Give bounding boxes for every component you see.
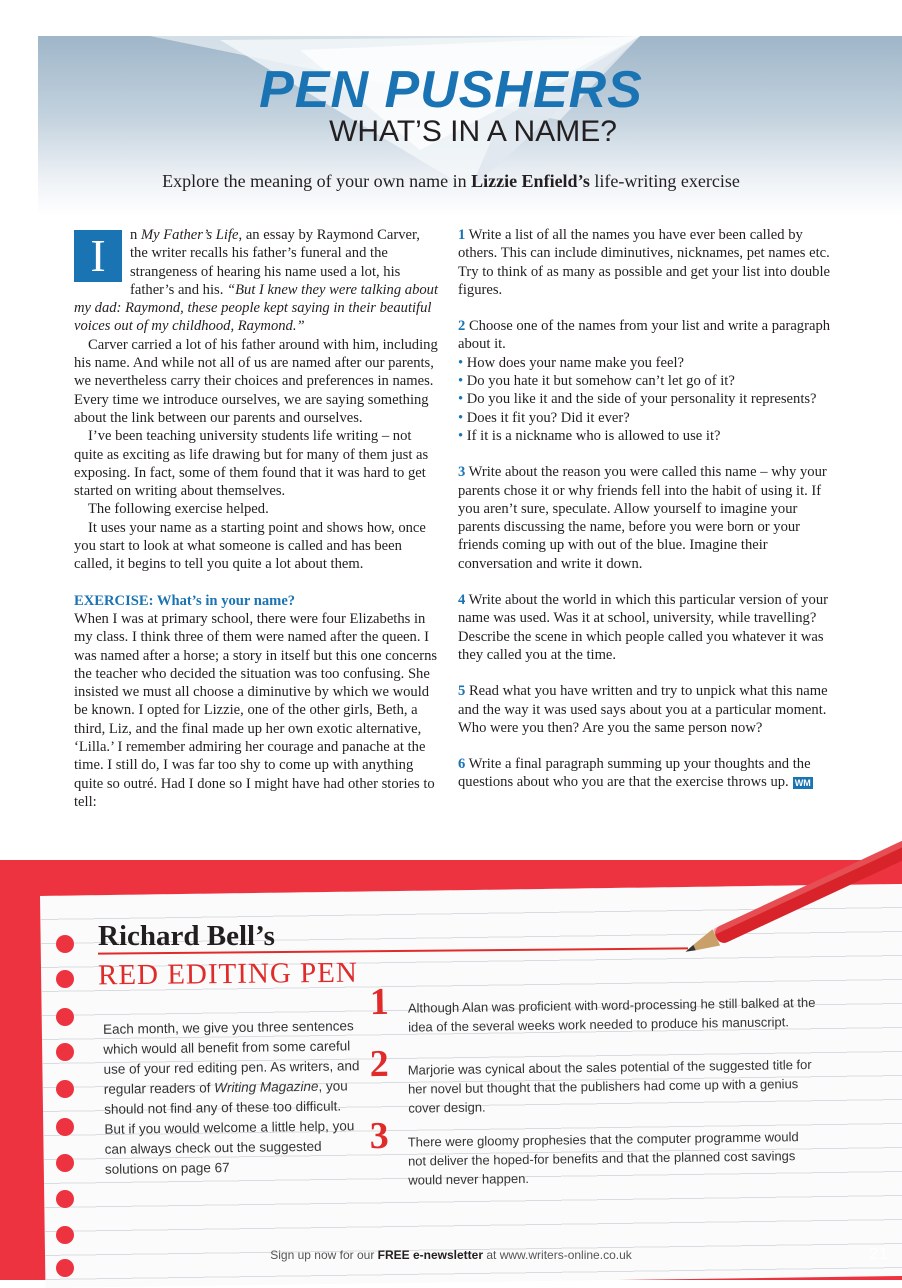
standfirst: Explore the meaning of your own name in Lizzie Enfield’s life-writing exercise bbox=[162, 171, 740, 191]
carver-quote: “But I knew they were talking about my dad: Raymond, these people kept saying in their beautiful voices out of my childhood, Raymond.” bbox=[74, 281, 439, 335]
bullet-item: • Do you like it and the side of your personality it represents? bbox=[458, 391, 817, 408]
article-paragraph: I n My Father’s Life, an essay by Raymond Carver, the writer recalls his father’s funeral and the strangeness of hearing his name used a lot, his father’s and his. “But I knew they were talking about my dad: Raymond, these people kept saying in their beautiful voices out of my childhood, Raymond.” bbox=[74, 227, 439, 335]
bullet-item: • Do you hate it but somehow can’t let go of it? bbox=[458, 373, 735, 390]
sentence-text: Marjorie was cynical about the sales potential of the suggested title for her novel but thought that the publishers had come up with a genius cover design. bbox=[407, 1056, 812, 1116]
bullet-item: • If it is a nickname who is allowed to use it? bbox=[458, 427, 721, 444]
exercise-step-4: 4 Write about the world in which this particular version of your name was used. Was it at school, university, while travelling? Describe the scene in which people called you whatever it was they called you at the time. bbox=[458, 592, 828, 663]
sentence-number: 1 bbox=[369, 980, 390, 1024]
sentence-3 bbox=[369, 1114, 821, 1190]
article-paragraph: It uses your name as a starting point and shows how, once you start to look at what someone is called and has been called, it begins to tell you quite a lot about them. bbox=[74, 519, 426, 573]
article-paragraph: I’ve been teaching university students life writing – not quite as exciting as life drawing but for many of them just as exposing. In fact, some of them found that it was hard to get started on writing about themselves. bbox=[74, 428, 429, 500]
page-title: PEN PUSHERS bbox=[259, 61, 643, 119]
footer-promo: Sign up now for our FREE e-newsletter at www.writers-online.co.uk bbox=[270, 1248, 632, 1262]
sentence-text: Although Alan was proficient with word-processing he still balked at the idea of the several weeks work needed to produce his manuscript. bbox=[407, 994, 816, 1035]
column-title: RED EDITING PEN bbox=[97, 956, 359, 992]
exercise-step-6: 6 Write a final paragraph summing up your thoughts and the questions about who you are that the exercise throws up. WM bbox=[458, 756, 811, 791]
magazine-logo-icon: WM bbox=[794, 778, 811, 789]
sentence-number: 2 bbox=[369, 1042, 389, 1086]
sentence-text: There were gloomy prophesies that the computer programme would not deliver the hoped-for benefits and that the planned cost savings would never happen. bbox=[407, 1129, 799, 1188]
website-link[interactable]: at www.writers-online.co.uk bbox=[483, 1248, 632, 1262]
article-paragraph: The following exercise helped. bbox=[88, 501, 269, 518]
bullet-item: • How does your name make you feel? bbox=[458, 354, 684, 371]
exercise-step-2: 2 Choose one of the names from your list and write a paragraph about it. bbox=[458, 318, 831, 353]
red-pen-intro: Each month, we give you three sentences which would all benefit from some careful use of your red editing pen. As writers, and regular readers of Writing Magazine, you should not find any of these too difficult. But if you would welcome a little help, you can always check out the suggested solutions on page 67 bbox=[102, 1018, 360, 1177]
exercise-step-5: 5 Read what you have written and try to unpick what this name and the way it was used says about you at a particular moment. Who were you then? Are you the same person now? bbox=[458, 683, 828, 736]
exercise-heading: EXERCISE: What’s in your name? bbox=[74, 592, 296, 609]
article-paragraph: Carver carried a lot of his father around with him, including his name. And while not all of us are named after our parents, we nevertheless carry their choices and preferences in names. Every time we introduce ourselves, we are saying something about the link between our parents and ourselves. bbox=[74, 336, 438, 426]
article-paragraph: When I was at primary school, there were four Elizabeths in my class. I think three of them were named after the queen. I was named after a horse; a story in itself but this one concerns the teacher who decided the situation was too confusing. She insisted we must all choose a diminutive by which we would be known. I opted for Lizzie, one of the other girls, Beth, a third, Liz, and the final made up her own exotic alternative, ‘Lilla.’ I remember admiring her courage and panache at the time. I still do, I was far too shy to come up with anything quite so outré. Had I done so I might have had other stories to tell: bbox=[74, 610, 438, 810]
author-name: Lizzie Enfield’s bbox=[471, 171, 590, 191]
drop-cap: I bbox=[74, 230, 122, 282]
column-author: Richard Bell’s bbox=[98, 920, 275, 952]
page-subtitle: WHAT’S IN A NAME? bbox=[329, 115, 617, 148]
exercise-step-1: 1 Write a list of all the names you have ever been called by others. This can include diminutives, nicknames, pet names etc. Try to think of as many as possible and get your list into double figures. bbox=[458, 227, 830, 298]
exercise-step-3: 3 Write about the reason you were called this name – why your parents chose it or why friends fell into the habit of using it. If you aren’t sure, speculate. Allow yourself to imagine your parents discussing the name, before you were born or your friends coming up with out of the blue. Imagine their conversation and write it down. bbox=[458, 464, 827, 572]
sentence-2 bbox=[369, 1042, 821, 1118]
sentence-number: 3 bbox=[369, 1114, 389, 1158]
bullet-item: • Does it fit you? Did it ever? bbox=[458, 409, 630, 426]
page-number: 21 bbox=[869, 1244, 888, 1263]
sentence-1 bbox=[369, 980, 820, 1037]
